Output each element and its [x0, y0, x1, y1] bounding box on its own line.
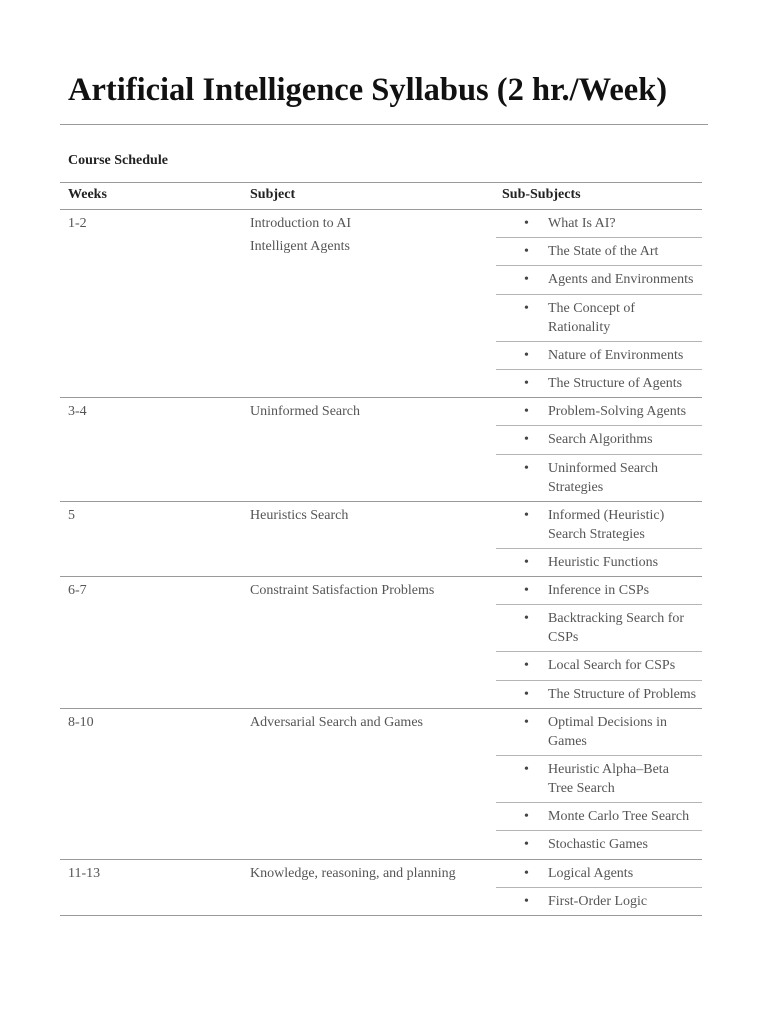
- table-row: [60, 210, 702, 398]
- sub-subject-label: • What Is AI?: [548, 216, 616, 231]
- sub-subject-item: [496, 398, 702, 426]
- sub-subject-item: [496, 426, 702, 454]
- page-title: Artificial Intelligence Syllabus (2 hr./Week): [68, 72, 668, 108]
- sub-subjects-list: [496, 709, 702, 859]
- sub-subject-item: [496, 652, 702, 680]
- subject-label: Heuristics Search: [250, 507, 349, 523]
- sub-subject-item: [496, 803, 702, 831]
- subject-label: Constraint Satisfaction Problems: [250, 583, 435, 599]
- subject-label: Adversarial Search and Games: [250, 714, 423, 730]
- table-row: [60, 502, 702, 577]
- sub-subject-item: [496, 295, 702, 342]
- sub-subject-item: [496, 549, 702, 576]
- sub-subject-item: [496, 455, 702, 501]
- sub-subject-item: [496, 266, 702, 294]
- sub-subject-label: • Stochastic Games: [548, 837, 648, 853]
- schedule-table: [60, 182, 702, 916]
- sub-subject-item: [496, 370, 702, 397]
- sub-subject-item: [496, 577, 702, 605]
- sub-subject-item: [496, 238, 702, 266]
- sub-subject-item: [496, 831, 702, 858]
- weeks-cell: 8-10: [68, 714, 94, 730]
- table-row: [60, 577, 702, 709]
- sub-subject-label: • The Structure of Agents: [548, 375, 683, 391]
- sub-subject-label: • Nature of Environments: [548, 347, 684, 363]
- sub-subjects-list: [496, 577, 702, 708]
- weeks-cell: 1-2: [68, 216, 87, 231]
- subject-label: Uninformed Search: [250, 404, 361, 420]
- sub-subject-label: • Logical Agents: [548, 865, 634, 881]
- sub-subject-item: [496, 709, 702, 756]
- subject-label: Intelligent Agents: [250, 239, 350, 254]
- sub-subject-label: • Inference in CSPs: [548, 583, 650, 599]
- table-row: [60, 860, 702, 916]
- header-subject: Subject: [250, 187, 296, 202]
- subject-cell: [242, 210, 496, 397]
- sub-subjects-list: [496, 398, 702, 501]
- sub-subject-label: • Local Search for CSPs: [548, 658, 676, 674]
- weeks-cell: 3-4: [68, 404, 87, 420]
- subject-cell: [242, 577, 496, 708]
- sub-subjects-list: [496, 502, 702, 576]
- table-row: [60, 709, 702, 860]
- header-sub-subjects: Sub-Subjects: [502, 187, 581, 202]
- sub-subject-label: • Heuristic Functions: [548, 554, 659, 570]
- subject-label: Knowledge, reasoning, and planning: [250, 865, 456, 881]
- header-weeks: Weeks: [68, 187, 107, 202]
- sub-subject-label: • Backtracking Search for CSPs: [548, 611, 685, 646]
- sub-subject-item: [496, 502, 702, 549]
- sub-subject-label: • Problem-Solving Agents: [548, 404, 687, 420]
- title-divider: [60, 124, 708, 125]
- weeks-cell: 5: [68, 507, 75, 523]
- sub-subject-item: [496, 888, 702, 915]
- subject-cell: [242, 502, 496, 576]
- sub-subject-item: [496, 860, 702, 888]
- sub-subject-label: • Monte Carlo Tree Search: [548, 809, 690, 825]
- section-heading: Course Schedule: [68, 153, 168, 168]
- subject-cell: [242, 860, 496, 915]
- sub-subject-label: • The Concept of Rationality: [548, 300, 636, 335]
- sub-subject-item: [496, 605, 702, 652]
- weeks-cell: 6-7: [68, 583, 87, 599]
- sub-subject-label: • The Structure of Problems: [548, 686, 697, 702]
- subject-cell: [242, 398, 496, 501]
- sub-subject-label: • First-Order Logic: [548, 893, 648, 909]
- sub-subjects-list: [496, 210, 702, 397]
- sub-subject-label: • The State of the Art: [548, 244, 659, 260]
- sub-subjects-list: [496, 860, 702, 915]
- sub-subject-label: • Agents and Environments: [548, 272, 694, 288]
- sub-subject-item: [496, 756, 702, 803]
- table-header-row: [60, 183, 702, 210]
- weeks-cell: 11-13: [68, 865, 101, 881]
- subject-cell: [242, 709, 496, 859]
- sub-subject-item: [496, 681, 702, 708]
- sub-subject-item: [496, 210, 702, 238]
- sub-subject-label: • Informed (Heuristic) Search Strategies: [548, 507, 665, 542]
- sub-subject-item: [496, 342, 702, 370]
- sub-subject-label: • Uninformed Search Strategies: [548, 460, 659, 495]
- table-row: [60, 398, 702, 502]
- subject-label: Introduction to AI: [250, 216, 352, 231]
- sub-subject-label: • Search Algorithms: [548, 432, 653, 448]
- sub-subject-label: • Heuristic Alpha–Beta Tree Search: [548, 762, 669, 796]
- sub-subject-label: • Optimal Decisions in Games: [548, 714, 667, 749]
